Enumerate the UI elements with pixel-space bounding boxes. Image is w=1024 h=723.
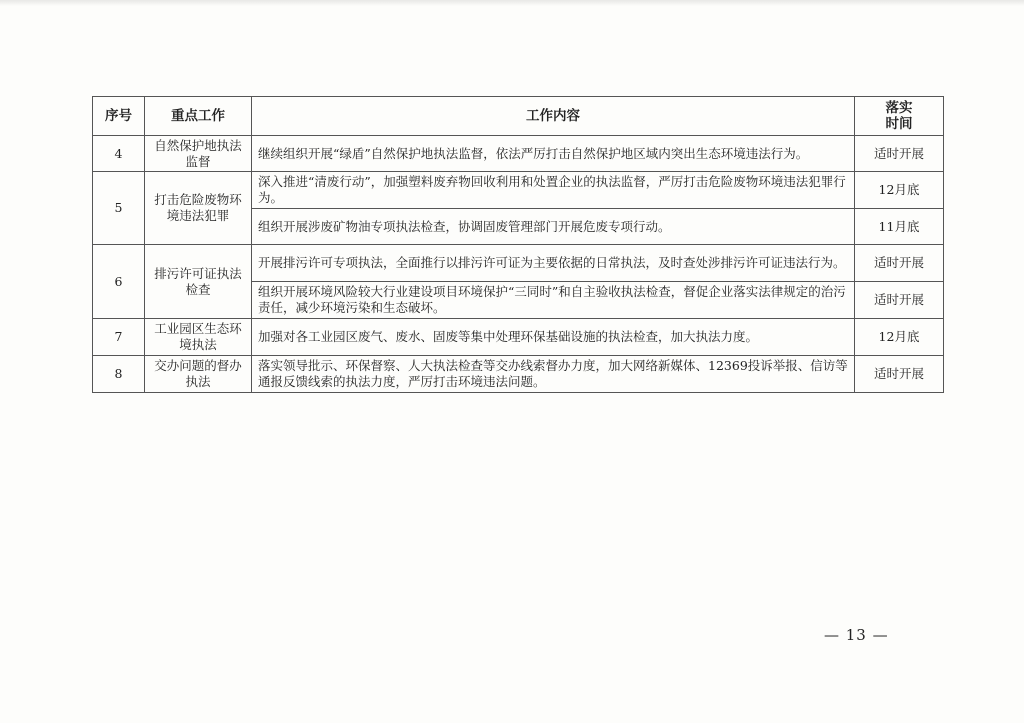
row-deadline: 适时开展 [855, 356, 944, 393]
row-key-work: 排污许可证执法检查 [145, 245, 252, 319]
header-key-work: 重点工作 [145, 97, 252, 136]
row-content: 继续组织开展“绿盾”自然保护地执法监督，依法严厉打击自然保护地区域内突出生态环境违法行为。 [252, 136, 855, 172]
row-content: 深入推进“清废行动”，加强塑料废弃物回收利用和处置企业的执法监督，严厉打击危险废物环境违法犯罪行为。 [252, 172, 855, 209]
row-deadline: 适时开展 [855, 245, 944, 282]
table-row [93, 172, 944, 209]
row-deadline: 适时开展 [855, 282, 944, 319]
row-key-work: 自然保护地执法监督 [145, 136, 252, 172]
row-seq: 8 [93, 356, 145, 393]
table-row [93, 319, 944, 356]
work-plan-table [92, 96, 944, 393]
header-deadline [855, 97, 944, 136]
table-row [93, 356, 944, 393]
row-content: 组织开展涉废矿物油专项执法检查，协调固废管理部门开展危废专项行动。 [252, 209, 855, 245]
row-deadline: 12月底 [855, 319, 944, 356]
page-number: — 13 — [824, 626, 889, 644]
row-content: 落实领导批示、环保督察、人大执法检查等交办线索督办力度，加大网络新媒体、12369投诉举报、信访等通报反馈线索的执法力度，严厉打击环境违法问题。 [252, 356, 855, 393]
row-seq: 7 [93, 319, 145, 356]
row-content: 组织开展环境风险较大行业建设项目环境保护“三同时”和自主验收执法检查，督促企业落实法律规定的治污责任，减少环境污染和生态破坏。 [252, 282, 855, 319]
row-key-work: 工业园区生态环境执法 [145, 319, 252, 356]
table-header-row [93, 97, 944, 136]
header-deadline-line2: 时间 [885, 116, 913, 132]
row-deadline: 11月底 [855, 209, 944, 245]
header-deadline-line1: 落实 [885, 100, 913, 116]
row-deadline: 12月底 [855, 172, 944, 209]
row-key-work: 交办问题的督办执法 [145, 356, 252, 393]
table-row [93, 136, 944, 172]
header-seq: 序号 [93, 97, 145, 136]
table-row [93, 245, 944, 282]
row-key-work: 打击危险废物环境违法犯罪 [145, 172, 252, 245]
row-content: 加强对各工业园区废气、废水、固废等集中处理环保基础设施的执法检查，加大执法力度。 [252, 319, 855, 356]
row-content: 开展排污许可专项执法，全面推行以排污许可证为主要依据的日常执法，及时查处涉排污许可证违法行为。 [252, 245, 855, 282]
header-content: 工作内容 [252, 97, 855, 136]
row-seq: 4 [93, 136, 145, 172]
row-deadline: 适时开展 [855, 136, 944, 172]
row-seq: 5 [93, 172, 145, 245]
scan-edge [0, 0, 1024, 6]
row-seq: 6 [93, 245, 145, 319]
